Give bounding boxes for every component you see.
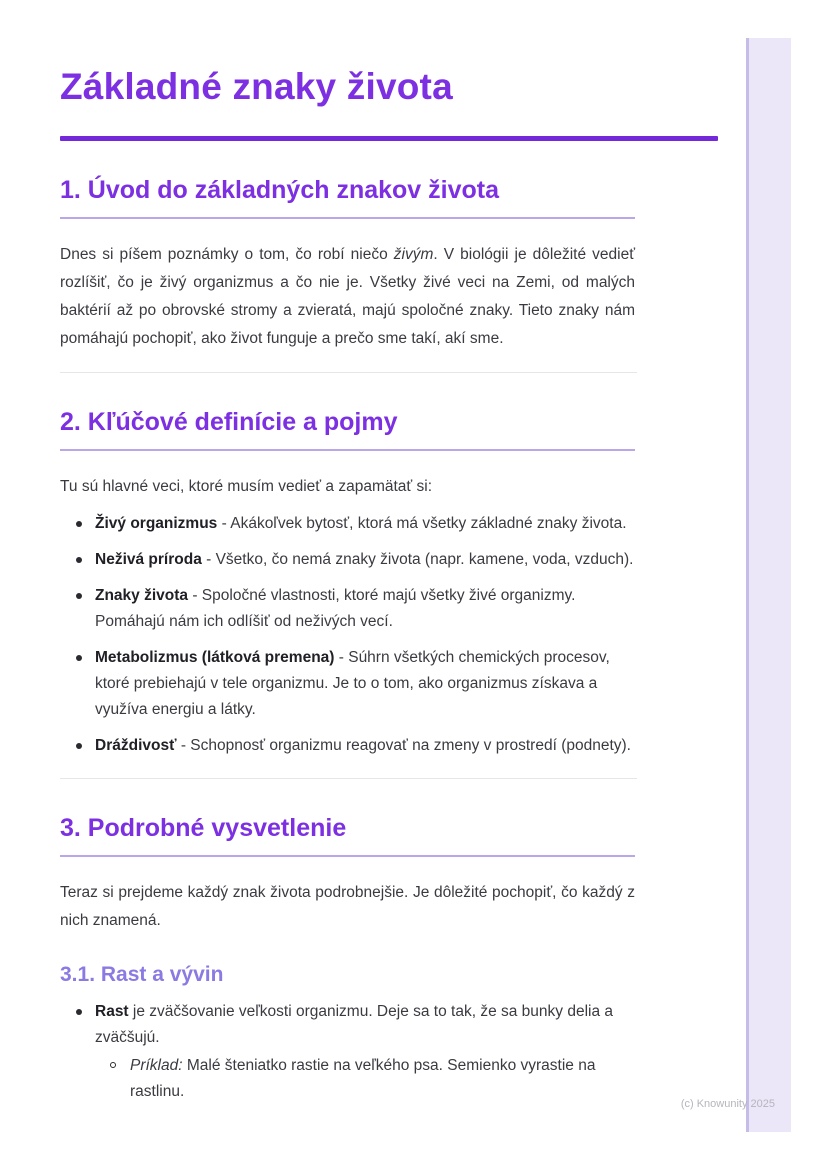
list-item (60, 583, 635, 635)
section-2-intro: Tu sú hlavné veci, ktoré musím vedieť a zapamätať si: (60, 478, 433, 495)
paragraph-text: . V biológii je dôležité vedieť rozlíšiť, čo je živý organizmus a čo nie je. Všetky živé veci na Zemi, od malých baktérií až po obrovské stromy a zvieratá, majú spoločné znaky. Tieto znaky nám pomáhajú pochopiť, ako život funguje a prečo sme takí, akí sme. (60, 246, 636, 347)
section-1-heading: 1. Úvod do základných znakov života (60, 174, 635, 219)
example-text: Malé šteniatko rastie na veľkého psa. Semienko vyrastie na rastlinu. (130, 1057, 596, 1100)
list-item (60, 511, 635, 537)
definitions-list (60, 511, 635, 759)
term-label: Živý organizmus (95, 515, 218, 532)
side-accent-strip (746, 38, 791, 1132)
copyright-footer: (c) Knowunity 2025 (680, 1098, 775, 1110)
document-content (60, 0, 718, 1115)
growth-list (60, 999, 635, 1105)
page-title: Základné znaky života (60, 66, 453, 107)
section-3-intro: Teraz si prejdeme každý znak života podrobnejšie. Je dôležité pochopiť, čo každý z nich znamená. (60, 884, 635, 929)
term-definition: - Súhrn všetkých chemických procesov, ktoré prebiehajú v tele organizmu. Je to o tom, ako organizmus získava a využíva energiu a látky. (95, 649, 610, 718)
term-definition: - Všetko, čo nemá znaky života (napr. kamene, voda, vzduch). (201, 551, 634, 568)
subsection-3-1-heading: 3.1. Rast a vývin (60, 963, 224, 986)
list-item (60, 645, 635, 723)
term-label: Znaky života (95, 587, 189, 604)
section-2-heading: 2. Kľúčové definície a pojmy (60, 406, 635, 451)
list-item (60, 733, 635, 759)
term-label: Dráždivosť (95, 737, 177, 754)
italic-term: živým (393, 246, 434, 263)
term-definition: je zväčšovanie veľkosti organizmu. Deje sa to tak, že sa bunky delia a zväčšujú. (95, 1003, 614, 1046)
term-definition: - Spoločné vlastnosti, ktoré majú všetky živé organizmy. Pomáhajú nám ich odlíšiť od neživých vecí. (95, 587, 576, 630)
section-1-paragraph (60, 241, 635, 353)
section-divider (60, 778, 637, 779)
example-label: Príklad: (130, 1057, 183, 1074)
term-definition: - Schopnosť organizmu reagovať na zmeny v prostredí (podnety). (176, 737, 631, 754)
term-definition: - Akákoľvek bytosť, ktorá má všetky základné znaky života. (217, 515, 627, 532)
section-divider (60, 372, 637, 373)
list-item (60, 547, 635, 573)
list-item (60, 999, 635, 1105)
term-label: Metabolizmus (látková premena) (95, 649, 335, 666)
term-label: Rast (95, 1003, 129, 1020)
sub-list-item (95, 1053, 635, 1105)
term-label: Neživá príroda (95, 551, 202, 568)
example-sublist (95, 1053, 635, 1105)
section-3-heading: 3. Podrobné vysvetlenie (60, 812, 635, 857)
paragraph-text: Dnes si píšem poznámky o tom, čo robí niečo (60, 246, 394, 263)
title-rule (60, 136, 718, 141)
